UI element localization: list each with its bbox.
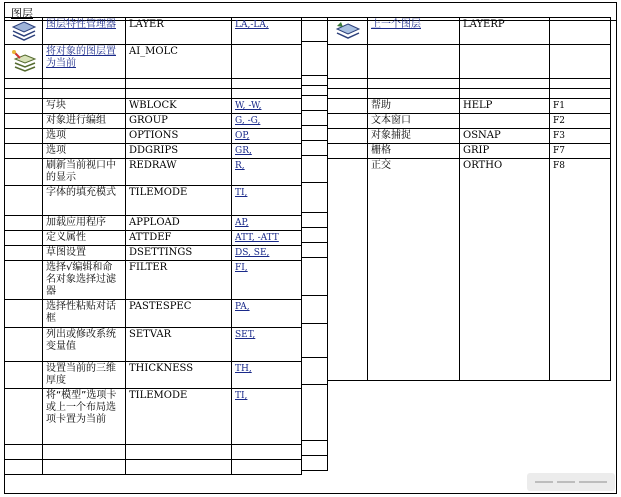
- command-alias-cell: [232, 300, 302, 328]
- command-alias: TI,: [235, 391, 248, 401]
- icon-cell: [5, 460, 43, 475]
- icon-cell: [5, 159, 43, 186]
- command-name-cell: [126, 261, 232, 300]
- command-description: 加载应用程序: [46, 217, 106, 228]
- command-alias-cell: [232, 362, 302, 389]
- left-row: [5, 261, 302, 300]
- spacer-row: [302, 126, 328, 141]
- command-alias: F8: [553, 161, 565, 171]
- command-description: 选择√编辑和命名对象选择过滤器: [46, 262, 116, 297]
- spacer-cell: [302, 18, 328, 42]
- command-alias: PA,: [235, 302, 250, 312]
- command-name-cell: [126, 186, 232, 216]
- command-alias: G, -G,: [235, 116, 261, 126]
- command-alias: AP,: [235, 218, 249, 228]
- icon-cell: [328, 114, 368, 129]
- spacer-row: [302, 258, 328, 296]
- left-row: [5, 216, 302, 231]
- right-row: [328, 144, 611, 159]
- spacer-row: [302, 111, 328, 126]
- spacer-row: [302, 456, 328, 471]
- icon-cell: [5, 144, 43, 159]
- command-description-cell: [368, 159, 460, 381]
- command-alias: TH,: [235, 364, 252, 374]
- command-name-cell: [460, 114, 550, 129]
- icon-cell: [5, 114, 43, 129]
- command-description: 图层特性管理器: [46, 19, 116, 30]
- right-row: [328, 159, 611, 381]
- spacer-row: [302, 358, 328, 385]
- command-name: HELP: [463, 100, 493, 111]
- command-description-cell: [368, 45, 460, 79]
- icon-cell: [5, 328, 43, 362]
- icon-cell: [328, 99, 368, 114]
- right-row: [328, 129, 611, 144]
- command-alias: F2: [553, 116, 565, 126]
- icon-cell: [328, 18, 368, 45]
- command-alias-cell: [232, 89, 302, 99]
- left-row: [5, 45, 302, 79]
- spacer-row: [302, 243, 328, 258]
- command-name-cell: [126, 246, 232, 261]
- command-name: DSETTINGS: [129, 247, 193, 258]
- command-alias-cell: [232, 216, 302, 231]
- command-description-cell: [368, 99, 460, 114]
- command-description: 选项: [46, 130, 66, 141]
- command-alias-cell: [550, 45, 611, 79]
- command-alias-cell: [550, 18, 611, 45]
- command-alias: FI,: [235, 263, 248, 273]
- spacer-cell: [302, 183, 328, 213]
- command-alias-cell: [232, 460, 302, 475]
- command-name: ORTHO: [463, 160, 503, 171]
- command-name: FILTER: [129, 262, 168, 273]
- icon-cell: [5, 362, 43, 389]
- command-alias: W, -W,: [235, 101, 262, 111]
- icon-cell: [5, 216, 43, 231]
- left-row: [5, 159, 302, 186]
- icon-cell: [328, 45, 368, 79]
- left-row: [5, 362, 302, 389]
- spacer-cell: [302, 141, 328, 156]
- command-description-cell: [368, 129, 460, 144]
- command-name-cell: [126, 300, 232, 328]
- command-name-cell: [126, 79, 232, 89]
- watermark: [527, 473, 615, 491]
- command-description-cell: [368, 79, 460, 89]
- command-alias-cell: [232, 231, 302, 246]
- command-name-cell: [126, 216, 232, 231]
- command-name: THICKNESS: [129, 363, 194, 374]
- spacer-row: [302, 76, 328, 86]
- command-description: 上一个图层: [371, 19, 421, 30]
- command-description-cell: [43, 261, 126, 300]
- command-name: OSNAP: [463, 130, 501, 141]
- left-row: [5, 89, 302, 99]
- command-alias-cell: [232, 186, 302, 216]
- command-alias-cell: [232, 445, 302, 460]
- command-alias: OP,: [235, 131, 250, 141]
- command-name-cell: [126, 445, 232, 460]
- command-name-cell: [126, 159, 232, 186]
- command-name-cell: [460, 79, 550, 89]
- command-description-cell: [43, 45, 126, 79]
- right-row: [328, 89, 611, 99]
- command-description: 选择性粘贴对话框: [46, 301, 116, 324]
- command-alias-cell: [232, 261, 302, 300]
- left-row: [5, 79, 302, 89]
- icon-cell: [328, 89, 368, 99]
- spacer-row: [302, 86, 328, 96]
- command-description-cell: [368, 144, 460, 159]
- spacer-cell: [302, 111, 328, 126]
- icon-cell: [328, 159, 368, 381]
- spacer-cell: [302, 228, 328, 243]
- command-alias: SET,: [235, 330, 256, 340]
- spacer-cell: [302, 96, 328, 111]
- right-row: [328, 18, 611, 45]
- spacer-cell: [302, 213, 328, 228]
- command-name-cell: [460, 144, 550, 159]
- command-name-cell: [460, 159, 550, 381]
- spacer-row: [302, 385, 328, 441]
- command-description-cell: [43, 99, 126, 114]
- command-alias: R,: [235, 161, 245, 171]
- command-description: 定义属性: [46, 232, 86, 243]
- command-alias-cell: [232, 99, 302, 114]
- left-row: [5, 99, 302, 114]
- command-alias-cell: [550, 89, 611, 99]
- command-name-cell: [126, 114, 232, 129]
- command-description-cell: [368, 18, 460, 45]
- command-description-cell: [368, 114, 460, 129]
- command-name-cell: [126, 89, 232, 99]
- command-name: SETVAR: [129, 329, 172, 340]
- command-description-cell: [43, 79, 126, 89]
- spacer-row: [302, 141, 328, 156]
- icon-cell: [5, 231, 43, 246]
- spacer-cell: [302, 86, 328, 96]
- command-description: 正交: [371, 160, 391, 171]
- command-name: GROUP: [129, 115, 168, 126]
- command-name-cell: [126, 99, 232, 114]
- spacer-cell: [302, 358, 328, 385]
- command-description-cell: [368, 89, 460, 99]
- command-name-cell: [460, 45, 550, 79]
- command-description-cell: [43, 129, 126, 144]
- command-description-cell: [43, 246, 126, 261]
- command-name-cell: [460, 129, 550, 144]
- command-alias-cell: [550, 79, 611, 89]
- command-name: REDRAW: [129, 160, 177, 171]
- page-title: 图层: [11, 7, 33, 20]
- command-alias-cell: [232, 129, 302, 144]
- left-command-table: [4, 17, 302, 475]
- command-name: DDGRIPS: [129, 145, 179, 156]
- layers-stack-icon: [5, 20, 42, 42]
- command-description: 将“模型”选项卡或上一个布局选项卡置为当前: [46, 390, 117, 425]
- command-description-cell: [43, 114, 126, 129]
- icon-cell: [5, 246, 43, 261]
- command-name: TILEMODE: [129, 187, 188, 198]
- command-name: WBLOCK: [129, 100, 177, 111]
- command-description: 设置当前的三维厚度: [46, 363, 116, 386]
- spacer-row: [302, 213, 328, 228]
- command-alias: TI,: [235, 188, 248, 198]
- spacer-cell: [302, 441, 328, 456]
- command-description: 对象进行编组: [46, 115, 106, 126]
- command-name-cell: [126, 18, 232, 45]
- command-description: 草图设置: [46, 247, 86, 258]
- left-row: [5, 231, 302, 246]
- spacer-row: [302, 441, 328, 456]
- command-description: 对象捕捉: [371, 130, 411, 141]
- command-alias: F7: [553, 146, 565, 156]
- left-row: [5, 186, 302, 216]
- command-alias-cell: [550, 159, 611, 381]
- left-row: [5, 114, 302, 129]
- icon-cell: [5, 186, 43, 216]
- icon-cell: [328, 129, 368, 144]
- command-name-cell: [126, 144, 232, 159]
- command-name: GRIP: [463, 145, 490, 156]
- command-description: 刷新当前视口中的显示: [46, 160, 116, 183]
- icon-cell: [328, 144, 368, 159]
- icon-cell: [5, 89, 43, 99]
- spacer-cell: [302, 324, 328, 358]
- icon-cell: [5, 261, 43, 300]
- command-name-cell: [126, 460, 232, 475]
- command-name: ATTDEF: [129, 232, 172, 243]
- command-description: 栅格: [371, 145, 391, 156]
- left-row: [5, 389, 302, 445]
- spacer-cell: [302, 156, 328, 183]
- left-row: [5, 328, 302, 362]
- command-name: OPTIONS: [129, 130, 179, 141]
- command-alias-cell: [232, 246, 302, 261]
- left-row: [5, 460, 302, 475]
- command-description-cell: [43, 18, 126, 45]
- command-alias: DS, SE,: [235, 248, 270, 258]
- layer-previous-icon: [328, 20, 367, 42]
- command-description: 将对象的图层置为当前: [46, 46, 116, 69]
- command-description-cell: [43, 445, 126, 460]
- command-alias-cell: [550, 144, 611, 159]
- left-row: [5, 129, 302, 144]
- command-alias-cell: [232, 328, 302, 362]
- command-name-cell: [126, 45, 232, 79]
- left-row: [5, 144, 302, 159]
- command-description-cell: [43, 89, 126, 99]
- command-alias-cell: [232, 389, 302, 445]
- icon-cell: [5, 79, 43, 89]
- command-name: PASTESPEC: [129, 301, 192, 312]
- command-name-cell: [126, 231, 232, 246]
- spacer-row: [302, 96, 328, 111]
- command-name-cell: [460, 99, 550, 114]
- command-alias: LA,-LA,: [235, 20, 269, 30]
- left-row: [5, 18, 302, 45]
- spacer-cell: [302, 126, 328, 141]
- command-alias-cell: [550, 114, 611, 129]
- command-name: TILEMODE: [129, 390, 188, 401]
- command-name-cell: [126, 362, 232, 389]
- command-name-cell: [460, 89, 550, 99]
- spacer-row: [302, 42, 328, 76]
- command-alias-cell: [232, 45, 302, 79]
- spacer-row: [302, 18, 328, 42]
- command-name: APPLOAD: [129, 217, 180, 228]
- icon-cell: [328, 79, 368, 89]
- spacer-cell: [302, 258, 328, 296]
- command-description-cell: [43, 186, 126, 216]
- command-name: AI_MOLC: [129, 46, 178, 57]
- spacer-cell: [302, 385, 328, 441]
- command-description-cell: [43, 460, 126, 475]
- command-description: 列出或修改系统变量值: [46, 329, 116, 352]
- spacer-cell: [302, 456, 328, 471]
- command-name-cell: [126, 389, 232, 445]
- command-description-cell: [43, 362, 126, 389]
- command-alias-cell: [232, 79, 302, 89]
- command-alias: F3: [553, 131, 565, 141]
- command-alias: F1: [553, 101, 565, 111]
- command-description-cell: [43, 328, 126, 362]
- command-alias-cell: [232, 18, 302, 45]
- command-alias-cell: [232, 144, 302, 159]
- spacer-row: [302, 228, 328, 243]
- command-description: 帮助: [371, 100, 391, 111]
- command-alias-cell: [232, 114, 302, 129]
- command-description-cell: [43, 300, 126, 328]
- command-alias: GR,: [235, 146, 252, 156]
- layer-match-icon: [5, 49, 42, 75]
- icon-cell: [5, 445, 43, 460]
- spacer-cell: [302, 76, 328, 86]
- command-description-cell: [43, 216, 126, 231]
- spacer-row: [302, 183, 328, 213]
- icon-cell: [5, 300, 43, 328]
- icon-cell: [5, 18, 43, 45]
- command-alias-cell: [550, 99, 611, 114]
- command-description-cell: [43, 144, 126, 159]
- icon-cell: [5, 45, 43, 79]
- command-description: 文本窗口: [371, 115, 411, 126]
- command-alias: ATT, -ATT: [235, 233, 279, 243]
- right-row: [328, 99, 611, 114]
- command-description: 字体的填充模式: [46, 187, 116, 198]
- right-row: [328, 114, 611, 129]
- icon-cell: [5, 389, 43, 445]
- icon-cell: [5, 99, 43, 114]
- command-alias-cell: [232, 159, 302, 186]
- command-alias-cell: [550, 129, 611, 144]
- spacer-cell: [302, 42, 328, 76]
- spacer-row: [302, 324, 328, 358]
- left-row: [5, 300, 302, 328]
- spacer-column: [301, 17, 328, 471]
- command-name: LAYER: [129, 19, 164, 30]
- command-description-cell: [43, 159, 126, 186]
- left-row: [5, 445, 302, 460]
- spacer-cell: [302, 296, 328, 324]
- icon-cell: [5, 129, 43, 144]
- right-command-table: [327, 17, 611, 381]
- command-description-cell: [43, 231, 126, 246]
- command-description: 写块: [46, 100, 66, 111]
- command-name-cell: [126, 328, 232, 362]
- right-row: [328, 45, 611, 79]
- command-name: LAYERP: [463, 19, 505, 30]
- command-name-cell: [460, 18, 550, 45]
- spacer-row: [302, 156, 328, 183]
- command-name-cell: [126, 129, 232, 144]
- spacer-cell: [302, 243, 328, 258]
- command-description: 选项: [46, 145, 66, 156]
- left-row: [5, 246, 302, 261]
- spacer-row: [302, 296, 328, 324]
- command-description-cell: [43, 389, 126, 445]
- right-row: [328, 79, 611, 89]
